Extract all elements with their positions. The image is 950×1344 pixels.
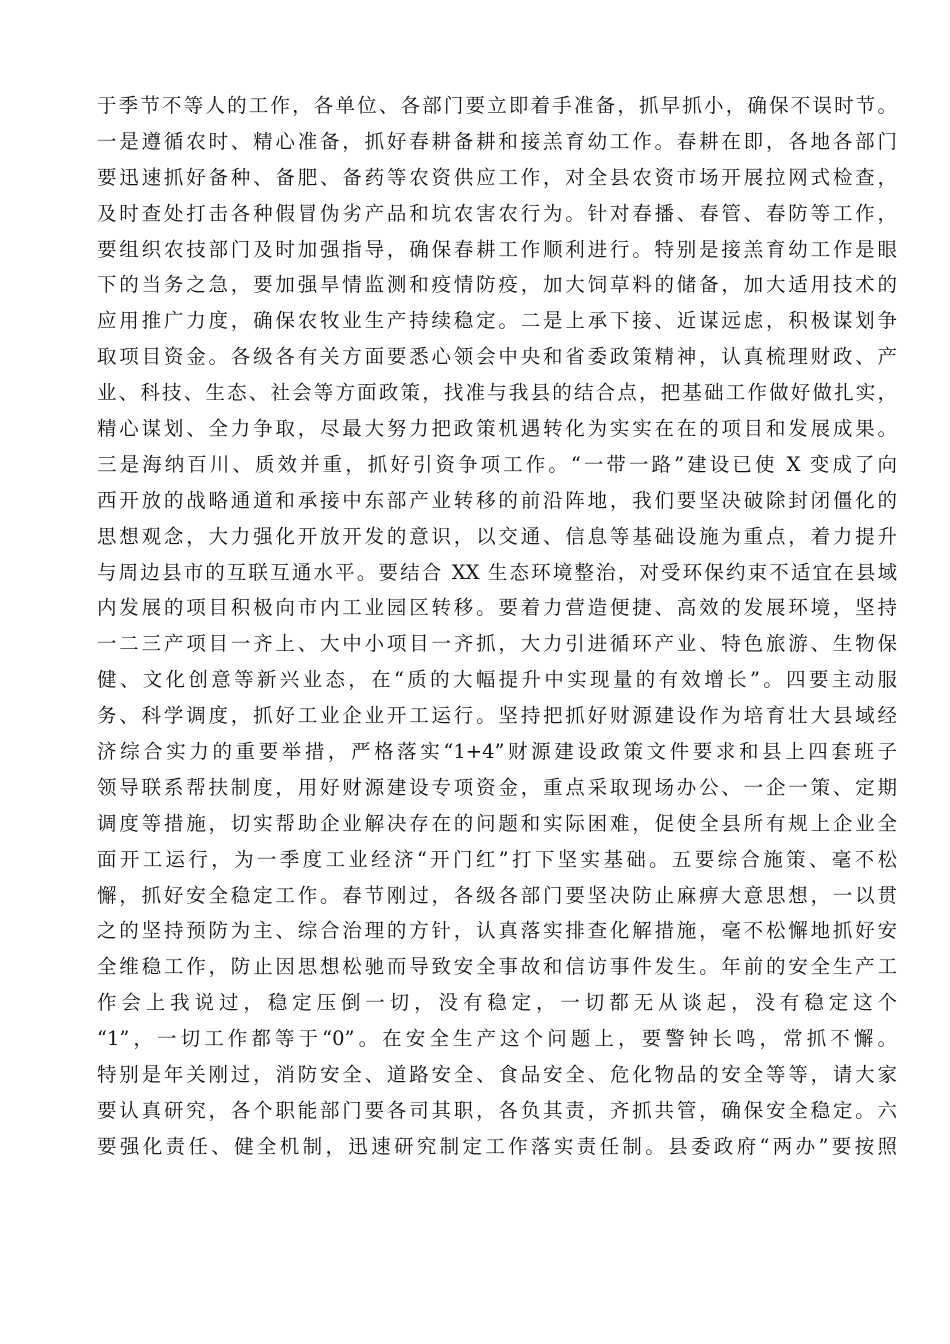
text-line: 特别是年关刚过，消防安全、道路安全、食品安全、危化物品的安全等等，请大家 <box>97 1063 897 1087</box>
text-line: 济综合实力的重要举措，严格落实“1+4”财源建设政策文件要求和县上四套班子 <box>97 740 897 764</box>
text-line: “1”，一切工作都等于“0”。在安全生产这个问题上，要警钟长鸣，常抓不懈。 <box>97 1027 897 1051</box>
text-line: 健、文化创意等新兴业态，在“质的大幅提升中实现量的有效增长”。四要主动服 <box>97 668 897 692</box>
text-line: 领导联系帮扶制度，用好财源建设专项资金，重点采取现场办公、一企一策、定期 <box>97 775 897 799</box>
text-line: 要组织农技部门及时加强指导，确保春耕工作顺利进行。特别是接羔育幼工作是眼 <box>97 237 897 261</box>
text-line: 要迅速抓好备种、备肥、备药等农资供应工作，对全县农资市场开展拉网式检查， <box>97 165 897 189</box>
body-text <box>97 88 897 1165</box>
text-line: 一二三产项目一齐上、大中小项目一齐抓，大力引进循环产业、特色旅游、生物保 <box>97 632 897 656</box>
text-line: 务、科学调度，抓好工业企业开工运行。坚持把抓好财源建设作为培育壮大县域经 <box>97 704 897 728</box>
text-line: 面开工运行，为一季度工业经济“开门红”打下坚实基础。五要综合施策、毫不松 <box>97 847 897 871</box>
text-line: 下的当务之急，要加强旱情监测和疫情防疫，加大饲草料的储备，加大适用技术的 <box>97 273 897 297</box>
text-line: 全维稳工作，防止因思想松驰而导致安全事故和信访事件发生。年前的安全生产工 <box>97 955 897 979</box>
text-line: 要认真研究，各个职能部门要各司其职，各负其责，齐抓共管，确保安全稳定。六 <box>97 1098 897 1122</box>
text-line: 西开放的战略通道和承接中东部产业转移的前沿阵地，我们要坚决破除封闭僵化的 <box>97 488 897 512</box>
text-line: 思想观念，大力强化开放开发的意识，以交通、信息等基础设施为重点，着力提升 <box>97 524 897 548</box>
text-line: 于季节不等人的工作，各单位、各部门要立即着手准备，抓早抓小，确保不误时节。 <box>97 94 897 117</box>
text-line: 应用推广力度，确保农牧业生产持续稳定。二是上承下接、近谋远虑，积极谋划争 <box>97 309 897 333</box>
text-line: 要强化责任、健全机制，迅速研究制定工作落实责任制。县委政府“两办”要按照 <box>97 1134 897 1158</box>
text-line: 与周边县市的互联互通水平。要结合 XX 生态环境整治，对受环保约束不适宜在县域 <box>97 560 897 584</box>
text-line: 作会上我说过，稳定压倒一切，没有稳定，一切都无从谈起，没有稳定这个 <box>97 991 897 1015</box>
text-line: 精心谋划、全力争取，尽最大努力把政策机遇转化为实实在在的项目和发展成果。 <box>97 417 897 441</box>
text-line: 之的坚持预防为主、综合治理的方针，认真落实排查化解措施，毫不松懈地抓好安 <box>97 919 897 943</box>
text-line: 取项目资金。各级各有关方面要悉心领会中央和省委政策精神，认真梳理财政、产 <box>97 345 897 369</box>
text-line: 懈，抓好安全稳定工作。春节刚过，各级各部门要坚决防止麻痹大意思想，一以贯 <box>97 883 897 907</box>
text-line: 业、科技、生态、社会等方面政策，找准与我县的结合点，把基础工作做好做扎实， <box>97 381 897 405</box>
text-line: 三是海纳百川、质效并重，抓好引资争项工作。“一带一路”建设已使 X 变成了向 <box>97 452 897 476</box>
text-line: 及时查处打击各种假冒伪劣产品和坑农害农行为。针对春播、春管、春防等工作， <box>97 201 897 225</box>
text-line: 一是遵循农时、精心准备，抓好春耕备耕和接羔育幼工作。春耕在即，各地各部门 <box>97 129 897 153</box>
text-line: 调度等措施，切实帮助企业解决存在的问题和实际困难，促使全县所有规上企业全 <box>97 811 897 835</box>
text-line: 内发展的项目积极向市内工业园区转移。要着力营造便捷、高效的发展环境，坚持 <box>97 596 897 620</box>
